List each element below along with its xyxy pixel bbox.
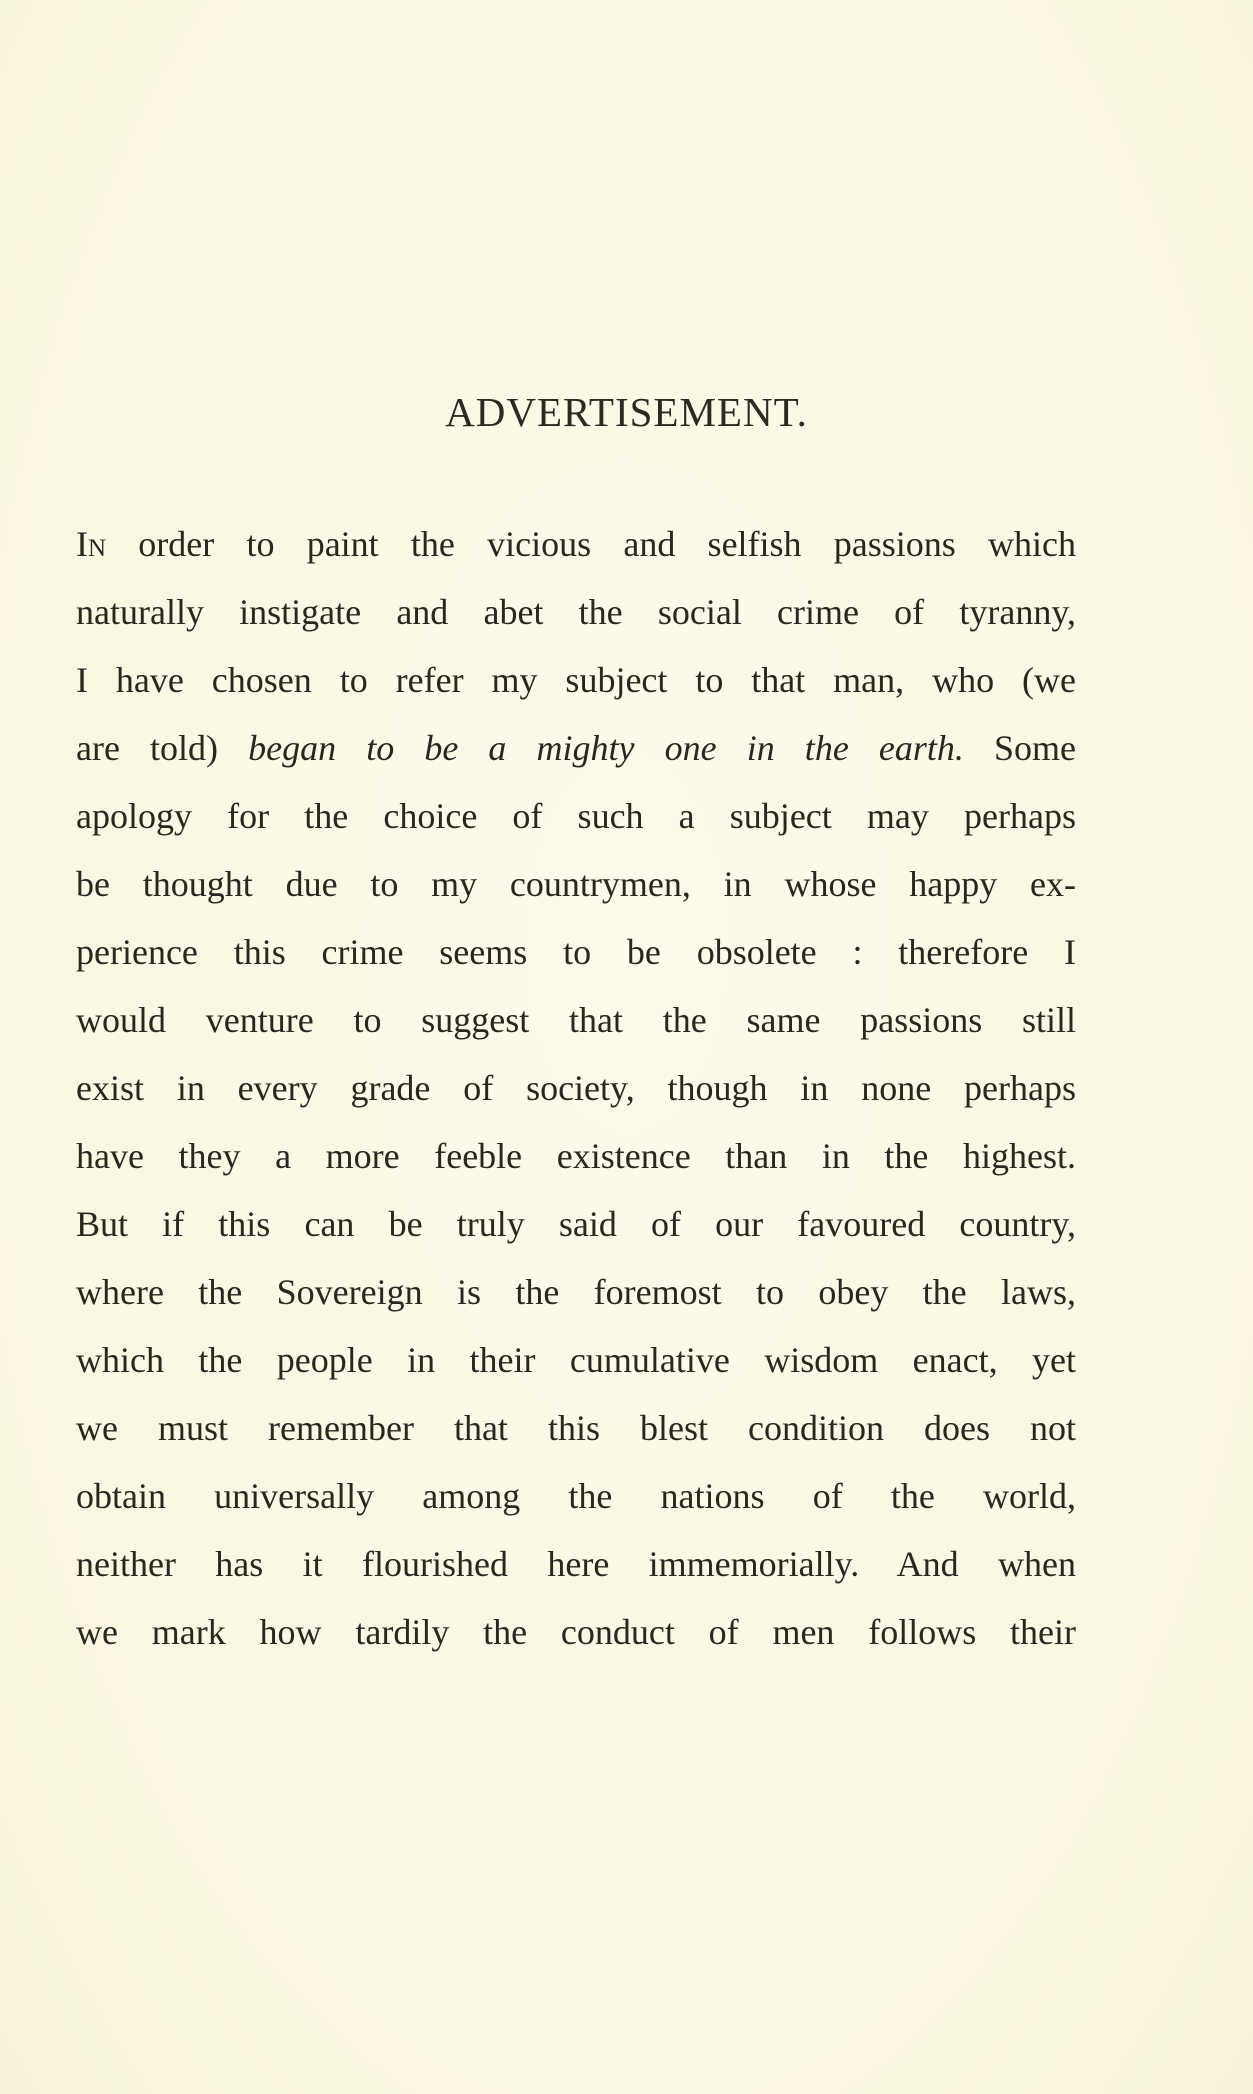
text-run: neither has it flourished here immemorially. And when	[76, 1544, 1076, 1584]
text-run: naturally instigate and abet the social crime of tyranny,	[76, 592, 1076, 632]
text-run: are told)	[76, 728, 249, 768]
text-run: Some	[963, 728, 1076, 768]
text-line	[76, 1472, 1076, 1540]
text-run: order to paint the vicious and selfish passions which	[106, 524, 1076, 564]
text-line	[76, 996, 1076, 1064]
text-run: I have chosen to refer my subject to that man, who (we	[76, 660, 1076, 700]
text-run: have they a more feeble existence than in the highest.	[76, 1136, 1076, 1176]
italic-text: began to be a mighty one in the earth.	[248, 728, 964, 768]
text-line	[76, 1404, 1076, 1472]
text-line	[76, 520, 1076, 588]
text-line	[76, 1540, 1076, 1608]
text-line	[76, 1268, 1076, 1336]
text-line	[76, 928, 1076, 996]
page-title: ADVERTISEMENT.	[445, 389, 808, 435]
text-line	[76, 656, 1076, 724]
text-line	[76, 792, 1076, 860]
text-line	[76, 1064, 1076, 1132]
text-line	[76, 588, 1076, 656]
advertisement-body	[76, 520, 1076, 1676]
text-run: be thought due to my countrymen, in whose happy ex-	[76, 864, 1076, 904]
text-run: exist in every grade of society, though in none perhaps	[76, 1068, 1076, 1108]
text-run: obtain universally among the nations of the world,	[76, 1476, 1076, 1516]
text-run: But if this can be truly said of our favoured country,	[76, 1204, 1076, 1244]
text-run: apology for the choice of such a subject may perhaps	[76, 796, 1076, 836]
text-line	[76, 724, 1076, 792]
small-caps-text: In	[76, 524, 107, 564]
text-run: which the people in their cumulative wisdom enact, yet	[76, 1340, 1076, 1380]
text-run: perience this crime seems to be obsolete : therefore I	[76, 932, 1076, 972]
text-line	[76, 1200, 1076, 1268]
text-run: would venture to suggest that the same passions still	[76, 1000, 1076, 1040]
text-run: where the Sovereign is the foremost to obey the laws,	[76, 1272, 1076, 1312]
text-run: we mark how tardily the conduct of men follows their	[76, 1612, 1076, 1652]
text-line	[76, 1608, 1076, 1676]
text-line	[76, 860, 1076, 928]
text-line	[76, 1336, 1076, 1404]
text-run: we must remember that this blest condition does not	[76, 1408, 1076, 1448]
text-line	[76, 1132, 1076, 1200]
